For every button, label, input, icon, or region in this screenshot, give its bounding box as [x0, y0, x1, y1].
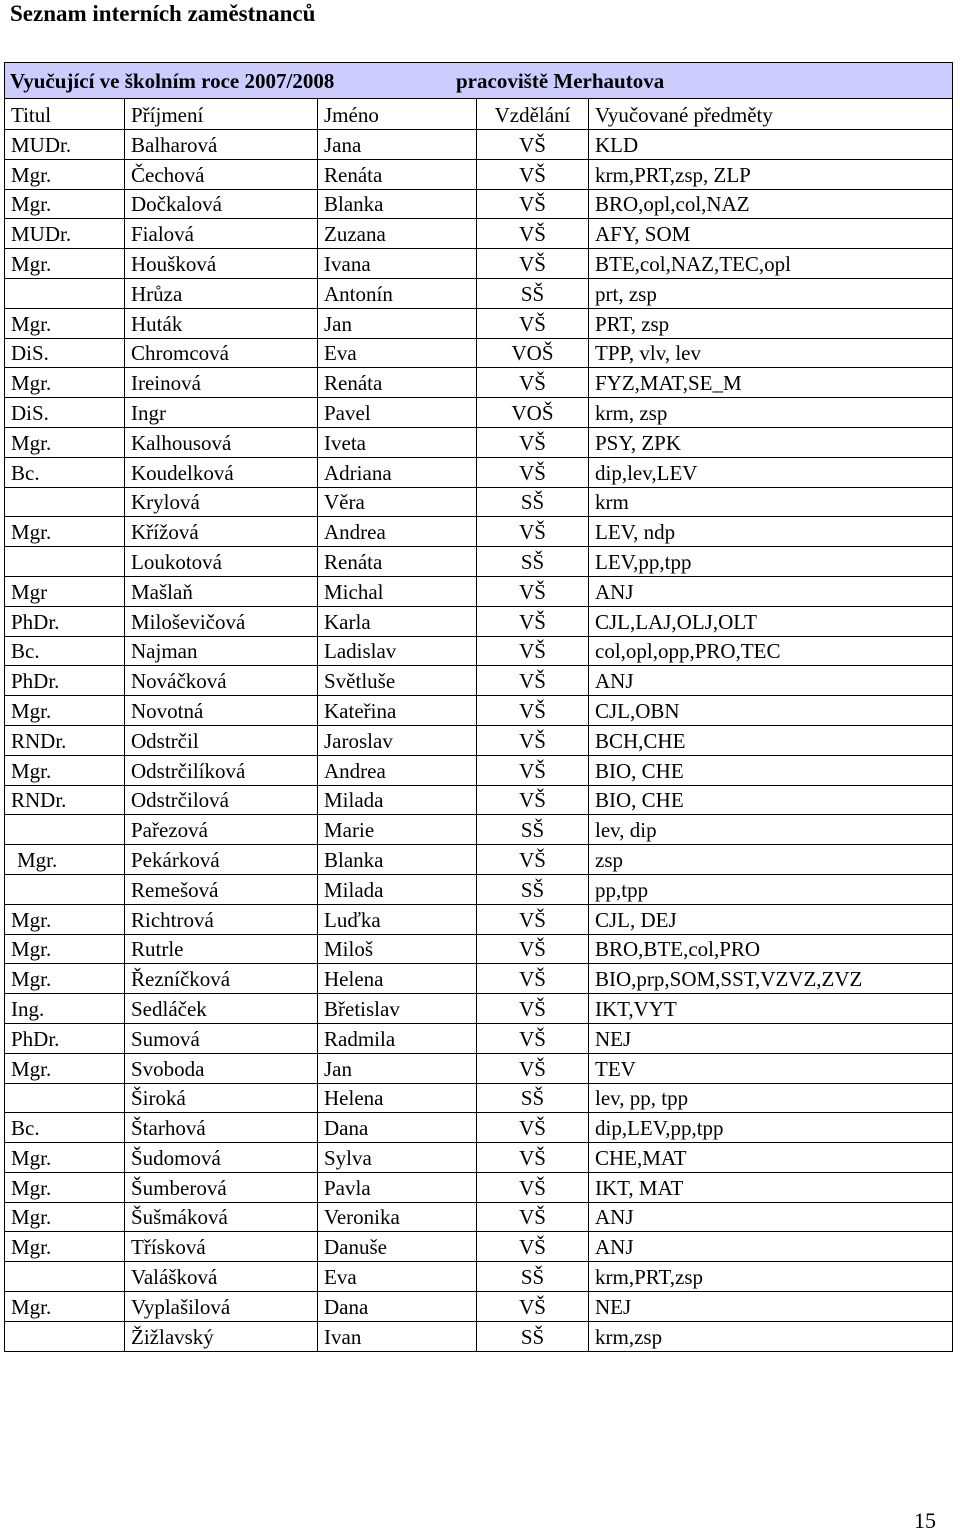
- cell-firstname: Adriana: [318, 457, 477, 487]
- table-row: [5, 874, 953, 904]
- cell-firstname: Pavla: [318, 1172, 477, 1202]
- cell-subjects: NEJ: [589, 1292, 953, 1322]
- banner-year-label: Vyučující ve školním roce 2007/2008: [10, 68, 335, 93]
- cell-subjects: LEV,pp,tpp: [589, 547, 953, 577]
- cell-firstname: Michal: [318, 576, 477, 606]
- cell-title: Mgr.: [5, 1172, 125, 1202]
- cell-title: [5, 547, 125, 577]
- cell-title: Mgr.: [5, 904, 125, 934]
- cell-surname: Šudomová: [125, 1143, 318, 1173]
- cell-title: Mgr.: [5, 1202, 125, 1232]
- cell-subjects: BIO, CHE: [589, 755, 953, 785]
- column-header-surname: Příjmení: [125, 99, 318, 130]
- table-row: [5, 1262, 953, 1292]
- cell-firstname: Jaroslav: [318, 725, 477, 755]
- cell-education: SŠ: [477, 1083, 589, 1113]
- table-row: [5, 278, 953, 308]
- table-row: [5, 1113, 953, 1143]
- cell-title: Mgr.: [5, 845, 125, 875]
- cell-education: VŠ: [477, 1172, 589, 1202]
- table-row: [5, 249, 953, 279]
- cell-firstname: Blanka: [318, 189, 477, 219]
- cell-title: RNDr.: [5, 725, 125, 755]
- cell-title: Mgr.: [5, 308, 125, 338]
- table-row: [5, 1172, 953, 1202]
- cell-education: VŠ: [477, 130, 589, 160]
- cell-subjects: ANJ: [589, 576, 953, 606]
- cell-education: SŠ: [477, 815, 589, 845]
- cell-surname: Balharová: [125, 130, 318, 160]
- cell-surname: Najman: [125, 636, 318, 666]
- cell-surname: Pekárková: [125, 845, 318, 875]
- cell-title: [5, 487, 125, 517]
- cell-surname: Dočkalová: [125, 189, 318, 219]
- cell-education: VŠ: [477, 725, 589, 755]
- cell-surname: Čechová: [125, 159, 318, 189]
- table-row: [5, 785, 953, 815]
- cell-surname: Odstrčilová: [125, 785, 318, 815]
- cell-surname: Sumová: [125, 1023, 318, 1053]
- cell-firstname: Milada: [318, 785, 477, 815]
- cell-firstname: Andrea: [318, 755, 477, 785]
- cell-education: VŠ: [477, 457, 589, 487]
- cell-subjects: krm, zsp: [589, 398, 953, 428]
- table-row: [5, 666, 953, 696]
- table-row: [5, 845, 953, 875]
- cell-firstname: Eva: [318, 338, 477, 368]
- table-body: [5, 63, 953, 1352]
- cell-subjects: TEV: [589, 1053, 953, 1083]
- cell-subjects: ANJ: [589, 1232, 953, 1262]
- cell-education: VOŠ: [477, 398, 589, 428]
- cell-education: VŠ: [477, 1023, 589, 1053]
- cell-education: VŠ: [477, 934, 589, 964]
- cell-title: Bc.: [5, 457, 125, 487]
- cell-title: MUDr.: [5, 219, 125, 249]
- cell-subjects: PRT, zsp: [589, 308, 953, 338]
- cell-subjects: ANJ: [589, 1202, 953, 1232]
- table-row: [5, 576, 953, 606]
- cell-surname: Mašlaň: [125, 576, 318, 606]
- cell-firstname: Břetislav: [318, 994, 477, 1024]
- table-row: [5, 815, 953, 845]
- cell-firstname: Milada: [318, 874, 477, 904]
- cell-title: [5, 1321, 125, 1351]
- cell-subjects: BCH,CHE: [589, 725, 953, 755]
- table-row: [5, 755, 953, 785]
- table-row: [5, 1023, 953, 1053]
- cell-subjects: CJL, DEJ: [589, 904, 953, 934]
- cell-surname: Kalhousová: [125, 427, 318, 457]
- table-banner: [5, 63, 953, 99]
- cell-firstname: Kateřina: [318, 696, 477, 726]
- cell-title: Mgr.: [5, 934, 125, 964]
- cell-surname: Houšková: [125, 249, 318, 279]
- cell-title: PhDr.: [5, 606, 125, 636]
- cell-firstname: Zuzana: [318, 219, 477, 249]
- cell-title: DiS.: [5, 338, 125, 368]
- cell-subjects: BIO, CHE: [589, 785, 953, 815]
- cell-firstname: Danuše: [318, 1232, 477, 1262]
- cell-surname: Svoboda: [125, 1053, 318, 1083]
- table-row: [5, 547, 953, 577]
- cell-surname: Široká: [125, 1083, 318, 1113]
- cell-firstname: Jana: [318, 130, 477, 160]
- cell-education: SŠ: [477, 547, 589, 577]
- cell-surname: Žižlavský: [125, 1321, 318, 1351]
- cell-title: MUDr.: [5, 130, 125, 160]
- column-header-subjects: Vyučované předměty: [589, 99, 953, 130]
- cell-subjects: BIO,prp,SOM,SST,VZVZ,ZVZ: [589, 964, 953, 994]
- table-row: [5, 219, 953, 249]
- cell-subjects: IKT, MAT: [589, 1172, 953, 1202]
- cell-subjects: krm,zsp: [589, 1321, 953, 1351]
- cell-surname: Hrůza: [125, 278, 318, 308]
- cell-education: VŠ: [477, 427, 589, 457]
- cell-education: SŠ: [477, 874, 589, 904]
- cell-firstname: Renáta: [318, 159, 477, 189]
- cell-title: [5, 815, 125, 845]
- cell-firstname: Jan: [318, 1053, 477, 1083]
- table-row: [5, 1232, 953, 1262]
- cell-subjects: KLD: [589, 130, 953, 160]
- cell-firstname: Karla: [318, 606, 477, 636]
- table-row: [5, 1292, 953, 1322]
- cell-title: PhDr.: [5, 666, 125, 696]
- cell-subjects: AFY, SOM: [589, 219, 953, 249]
- cell-surname: Nováčková: [125, 666, 318, 696]
- cell-firstname: Ivana: [318, 249, 477, 279]
- page-number: 15: [914, 1508, 936, 1533]
- cell-title: Mgr.: [5, 427, 125, 457]
- cell-subjects: IKT,VYT: [589, 994, 953, 1024]
- cell-education: SŠ: [477, 278, 589, 308]
- cell-title: Mgr.: [5, 159, 125, 189]
- table-row: [5, 130, 953, 160]
- cell-education: VŠ: [477, 517, 589, 547]
- table-row: [5, 606, 953, 636]
- cell-education: VŠ: [477, 636, 589, 666]
- cell-subjects: BRO,BTE,col,PRO: [589, 934, 953, 964]
- cell-surname: Chromcová: [125, 338, 318, 368]
- cell-title: Mgr.: [5, 1232, 125, 1262]
- cell-subjects: lev, pp, tpp: [589, 1083, 953, 1113]
- cell-subjects: krm,PRT,zsp: [589, 1262, 953, 1292]
- table-row: [5, 487, 953, 517]
- cell-title: Mgr.: [5, 249, 125, 279]
- cell-education: VŠ: [477, 964, 589, 994]
- cell-firstname: Blanka: [318, 845, 477, 875]
- cell-title: [5, 874, 125, 904]
- cell-surname: Valášková: [125, 1262, 318, 1292]
- cell-education: SŠ: [477, 487, 589, 517]
- cell-firstname: Andrea: [318, 517, 477, 547]
- cell-firstname: Světluše: [318, 666, 477, 696]
- table-row: [5, 725, 953, 755]
- cell-subjects: prt, zsp: [589, 278, 953, 308]
- table-row: [5, 398, 953, 428]
- cell-education: SŠ: [477, 1262, 589, 1292]
- staff-table: [4, 62, 953, 1352]
- cell-education: VŠ: [477, 1113, 589, 1143]
- cell-education: VŠ: [477, 606, 589, 636]
- cell-subjects: BTE,col,NAZ,TEC,opl: [589, 249, 953, 279]
- cell-surname: Vyplašilová: [125, 1292, 318, 1322]
- cell-surname: Křížová: [125, 517, 318, 547]
- cell-subjects: LEV, ndp: [589, 517, 953, 547]
- cell-subjects: dip,LEV,pp,tpp: [589, 1113, 953, 1143]
- cell-title: [5, 1262, 125, 1292]
- cell-surname: Huták: [125, 308, 318, 338]
- cell-surname: Rutrle: [125, 934, 318, 964]
- cell-surname: Šušmáková: [125, 1202, 318, 1232]
- cell-education: VŠ: [477, 755, 589, 785]
- cell-title: Mgr.: [5, 964, 125, 994]
- cell-title: Ing.: [5, 994, 125, 1024]
- cell-firstname: Renáta: [318, 547, 477, 577]
- cell-title: PhDr.: [5, 1023, 125, 1053]
- table-row: [5, 1053, 953, 1083]
- cell-subjects: NEJ: [589, 1023, 953, 1053]
- column-header-firstname: Jméno: [318, 99, 477, 130]
- cell-subjects: BRO,opl,col,NAZ: [589, 189, 953, 219]
- cell-education: VŠ: [477, 785, 589, 815]
- table-row: [5, 696, 953, 726]
- cell-surname: Štarhová: [125, 1113, 318, 1143]
- cell-firstname: Marie: [318, 815, 477, 845]
- cell-surname: Šumberová: [125, 1172, 318, 1202]
- cell-surname: Řezníčková: [125, 964, 318, 994]
- table-header-row: [5, 99, 953, 130]
- cell-title: Bc.: [5, 1113, 125, 1143]
- table-row: [5, 159, 953, 189]
- cell-firstname: Veronika: [318, 1202, 477, 1232]
- cell-title: [5, 278, 125, 308]
- cell-education: VŠ: [477, 308, 589, 338]
- cell-subjects: col,opl,opp,PRO,TEC: [589, 636, 953, 666]
- table-row: [5, 189, 953, 219]
- cell-firstname: Sylva: [318, 1143, 477, 1173]
- cell-surname: Pařezová: [125, 815, 318, 845]
- cell-subjects: CJL,OBN: [589, 696, 953, 726]
- cell-surname: Fialová: [125, 219, 318, 249]
- cell-title: Mgr.: [5, 1143, 125, 1173]
- cell-education: VŠ: [477, 994, 589, 1024]
- table-row: [5, 1083, 953, 1113]
- cell-title: Bc.: [5, 636, 125, 666]
- cell-title: Mgr.: [5, 1053, 125, 1083]
- cell-education: VŠ: [477, 1292, 589, 1322]
- banner-workplace-label: pracoviště Merhautova: [456, 68, 665, 93]
- cell-firstname: Radmila: [318, 1023, 477, 1053]
- table-row: [5, 994, 953, 1024]
- page-title: Seznam interních zaměstnanců: [10, 1, 316, 26]
- cell-surname: Odstrčil: [125, 725, 318, 755]
- cell-education: VŠ: [477, 189, 589, 219]
- cell-subjects: FYZ,MAT,SE_M: [589, 368, 953, 398]
- cell-education: VŠ: [477, 159, 589, 189]
- cell-firstname: Renáta: [318, 368, 477, 398]
- table-row: [5, 1321, 953, 1351]
- cell-title: [5, 1083, 125, 1113]
- cell-education: VŠ: [477, 249, 589, 279]
- cell-subjects: CJL,LAJ,OLJ,OLT: [589, 606, 953, 636]
- cell-education: VŠ: [477, 1202, 589, 1232]
- cell-education: VŠ: [477, 1053, 589, 1083]
- cell-firstname: Miloš: [318, 934, 477, 964]
- cell-firstname: Luďka: [318, 904, 477, 934]
- cell-surname: Třísková: [125, 1232, 318, 1262]
- cell-education: VŠ: [477, 666, 589, 696]
- table-row: [5, 964, 953, 994]
- table-row: [5, 904, 953, 934]
- cell-subjects: lev, dip: [589, 815, 953, 845]
- table-row: [5, 368, 953, 398]
- cell-title: Mgr.: [5, 1292, 125, 1322]
- cell-subjects: krm: [589, 487, 953, 517]
- cell-subjects: ANJ: [589, 666, 953, 696]
- cell-firstname: Antonín: [318, 278, 477, 308]
- cell-surname: Ingr: [125, 398, 318, 428]
- cell-firstname: Iveta: [318, 427, 477, 457]
- cell-firstname: Helena: [318, 1083, 477, 1113]
- cell-surname: Ireinová: [125, 368, 318, 398]
- cell-subjects: zsp: [589, 845, 953, 875]
- table-row: [5, 308, 953, 338]
- cell-surname: Koudelková: [125, 457, 318, 487]
- cell-firstname: Ivan: [318, 1321, 477, 1351]
- cell-subjects: CHE,MAT: [589, 1143, 953, 1173]
- cell-title: Mgr.: [5, 517, 125, 547]
- cell-surname: Richtrová: [125, 904, 318, 934]
- table-row: [5, 517, 953, 547]
- cell-firstname: Eva: [318, 1262, 477, 1292]
- cell-education: VŠ: [477, 219, 589, 249]
- cell-title: DiS.: [5, 398, 125, 428]
- cell-firstname: Ladislav: [318, 636, 477, 666]
- cell-surname: Odstrčilíková: [125, 755, 318, 785]
- column-header-education: Vzdělání: [477, 99, 589, 130]
- cell-title: Mgr.: [5, 696, 125, 726]
- cell-firstname: Helena: [318, 964, 477, 994]
- cell-subjects: TPP, vlv, lev: [589, 338, 953, 368]
- cell-education: VŠ: [477, 696, 589, 726]
- cell-education: VŠ: [477, 368, 589, 398]
- cell-title: Mgr.: [5, 755, 125, 785]
- table-row: [5, 457, 953, 487]
- cell-firstname: Dana: [318, 1113, 477, 1143]
- table-row: [5, 1202, 953, 1232]
- table-row: [5, 934, 953, 964]
- cell-firstname: Dana: [318, 1292, 477, 1322]
- cell-title: Mgr.: [5, 368, 125, 398]
- cell-surname: Novotná: [125, 696, 318, 726]
- cell-title: RNDr.: [5, 785, 125, 815]
- cell-education: VŠ: [477, 904, 589, 934]
- cell-title: Mgr: [5, 576, 125, 606]
- table-row: [5, 338, 953, 368]
- cell-title: Mgr.: [5, 189, 125, 219]
- cell-surname: Krylová: [125, 487, 318, 517]
- cell-subjects: PSY, ZPK: [589, 427, 953, 457]
- cell-subjects: krm,PRT,zsp, ZLP: [589, 159, 953, 189]
- table-row: [5, 636, 953, 666]
- cell-subjects: pp,tpp: [589, 874, 953, 904]
- cell-education: VŠ: [477, 1143, 589, 1173]
- table-banner-row: [5, 63, 953, 99]
- table-row: [5, 427, 953, 457]
- cell-firstname: Pavel: [318, 398, 477, 428]
- cell-surname: Loukotová: [125, 547, 318, 577]
- cell-education: VOŠ: [477, 338, 589, 368]
- cell-education: VŠ: [477, 1232, 589, 1262]
- cell-firstname: Jan: [318, 308, 477, 338]
- cell-surname: Remešová: [125, 874, 318, 904]
- table-row: [5, 1143, 953, 1173]
- cell-subjects: dip,lev,LEV: [589, 457, 953, 487]
- cell-education: VŠ: [477, 845, 589, 875]
- cell-surname: Miloševičová: [125, 606, 318, 636]
- column-header-title: Titul: [5, 99, 125, 130]
- cell-education: VŠ: [477, 576, 589, 606]
- cell-surname: Sedláček: [125, 994, 318, 1024]
- cell-firstname: Věra: [318, 487, 477, 517]
- cell-education: SŠ: [477, 1321, 589, 1351]
